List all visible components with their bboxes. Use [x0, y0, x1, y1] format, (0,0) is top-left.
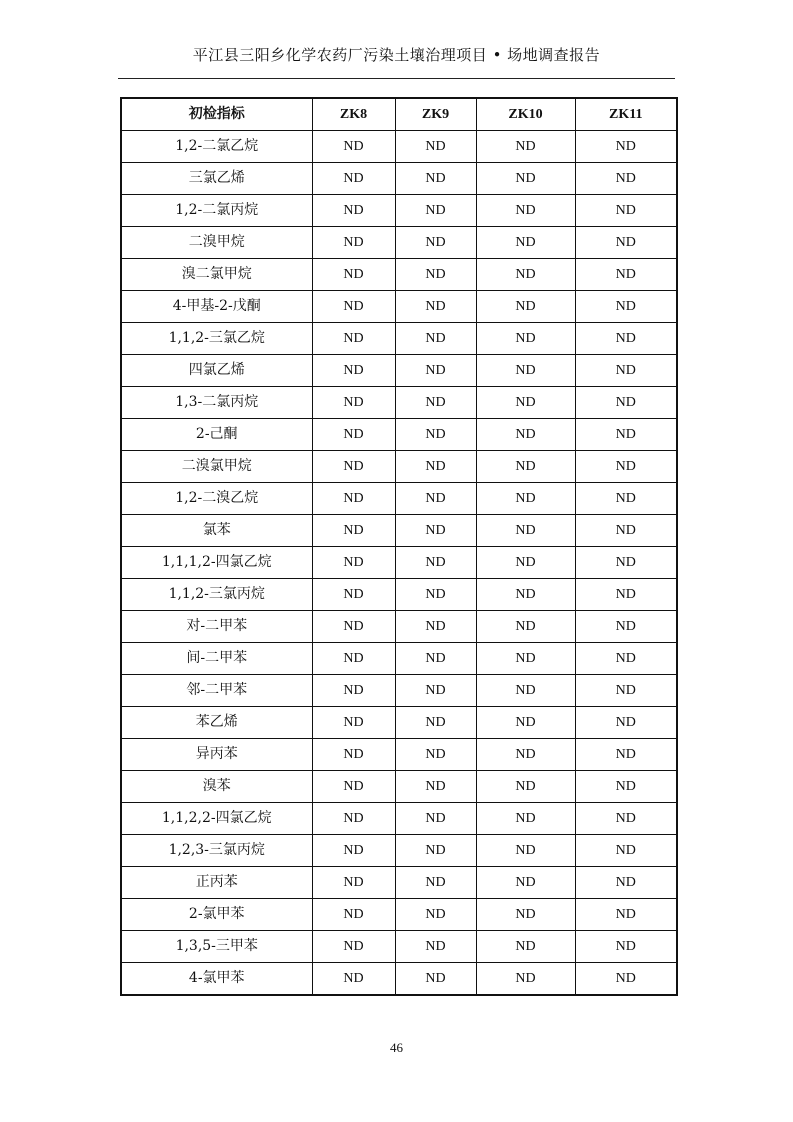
result-cell: ND	[575, 739, 677, 771]
indicator-name-cell: 4-甲基-2-戊酮	[121, 291, 312, 323]
result-cell: ND	[395, 131, 476, 163]
result-cell: ND	[476, 803, 575, 835]
indicator-name-cell: 1,1,1,2-四氯乙烷	[121, 547, 312, 579]
result-cell: ND	[476, 259, 575, 291]
result-cell: ND	[476, 387, 575, 419]
result-cell: ND	[395, 355, 476, 387]
indicator-name-cell: 溴苯	[121, 771, 312, 803]
result-cell: ND	[575, 707, 677, 739]
result-cell: ND	[575, 643, 677, 675]
table-row	[121, 451, 677, 483]
result-cell: ND	[575, 931, 677, 963]
table-row	[121, 899, 677, 931]
result-cell: ND	[395, 483, 476, 515]
result-cell: ND	[312, 419, 395, 451]
result-cell: ND	[476, 739, 575, 771]
result-cell: ND	[312, 195, 395, 227]
table-row	[121, 931, 677, 963]
indicator-name-cell: 邻-二甲苯	[121, 675, 312, 707]
result-cell: ND	[312, 643, 395, 675]
result-cell: ND	[575, 803, 677, 835]
indicator-name-cell: 4-氯甲苯	[121, 963, 312, 996]
result-cell: ND	[476, 355, 575, 387]
result-cell: ND	[312, 707, 395, 739]
header-rule	[118, 78, 675, 79]
result-cell: ND	[395, 515, 476, 547]
table-row	[121, 515, 677, 547]
result-cell: ND	[575, 323, 677, 355]
indicator-name-cell: 1,2-二溴乙烷	[121, 483, 312, 515]
result-cell: ND	[476, 899, 575, 931]
indicator-name-cell: 1,3,5-三甲苯	[121, 931, 312, 963]
result-cell: ND	[476, 931, 575, 963]
result-cell: ND	[312, 867, 395, 899]
table-row	[121, 323, 677, 355]
result-cell: ND	[395, 579, 476, 611]
table-row	[121, 547, 677, 579]
result-cell: ND	[476, 291, 575, 323]
table-row	[121, 291, 677, 323]
document-header: 平江县三阳乡化学农药厂污染土壤治理项目 • 场地调查报告	[192, 46, 601, 64]
result-cell: ND	[312, 291, 395, 323]
indicator-name-cell: 1,2,3-三氯丙烷	[121, 835, 312, 867]
indicator-name-cell: 1,2-二氯乙烷	[121, 131, 312, 163]
indicator-name-cell: 异丙苯	[121, 739, 312, 771]
result-cell: ND	[575, 451, 677, 483]
result-cell: ND	[476, 867, 575, 899]
result-cell: ND	[395, 227, 476, 259]
result-cell: ND	[395, 867, 476, 899]
result-cell: ND	[395, 931, 476, 963]
result-cell: ND	[575, 387, 677, 419]
result-cell: ND	[476, 163, 575, 195]
result-cell: ND	[312, 579, 395, 611]
result-cell: ND	[575, 163, 677, 195]
result-cell: ND	[575, 483, 677, 515]
indicator-name-cell: 1,1,2-三氯丙烷	[121, 579, 312, 611]
result-cell: ND	[476, 131, 575, 163]
result-cell: ND	[575, 547, 677, 579]
table-header-row	[121, 98, 677, 131]
result-cell: ND	[476, 195, 575, 227]
result-cell: ND	[395, 163, 476, 195]
table-row	[121, 163, 677, 195]
table-row	[121, 707, 677, 739]
table-row	[121, 355, 677, 387]
column-header-zk11: ZK11	[575, 98, 677, 131]
result-cell: ND	[476, 643, 575, 675]
table-row	[121, 675, 677, 707]
result-cell: ND	[312, 259, 395, 291]
result-cell: ND	[575, 899, 677, 931]
table-row	[121, 227, 677, 259]
indicator-name-cell: 正丙苯	[121, 867, 312, 899]
result-cell: ND	[575, 291, 677, 323]
result-cell: ND	[312, 451, 395, 483]
indicator-name-cell: 2-己酮	[121, 419, 312, 451]
result-cell: ND	[575, 611, 677, 643]
result-cell: ND	[476, 451, 575, 483]
result-cell: ND	[476, 547, 575, 579]
result-cell: ND	[312, 899, 395, 931]
table-row	[121, 611, 677, 643]
indicator-name-cell: 2-氯甲苯	[121, 899, 312, 931]
result-cell: ND	[476, 835, 575, 867]
indicator-name-cell: 四氯乙烯	[121, 355, 312, 387]
result-cell: ND	[312, 611, 395, 643]
result-cell: ND	[312, 323, 395, 355]
result-cell: ND	[312, 131, 395, 163]
result-cell: ND	[395, 259, 476, 291]
indicator-name-cell: 1,3-二氯丙烷	[121, 387, 312, 419]
table-row	[121, 643, 677, 675]
result-cell: ND	[395, 899, 476, 931]
result-cell: ND	[575, 867, 677, 899]
result-cell: ND	[312, 739, 395, 771]
table-row	[121, 387, 677, 419]
result-cell: ND	[312, 963, 395, 996]
result-cell: ND	[312, 835, 395, 867]
result-cell: ND	[395, 803, 476, 835]
result-cell: ND	[312, 163, 395, 195]
table-row	[121, 419, 677, 451]
result-cell: ND	[312, 771, 395, 803]
result-cell: ND	[476, 963, 575, 996]
result-cell: ND	[312, 931, 395, 963]
indicator-name-cell: 二溴甲烷	[121, 227, 312, 259]
indicator-name-cell: 三氯乙烯	[121, 163, 312, 195]
result-cell: ND	[476, 323, 575, 355]
indicator-name-cell: 间-二甲苯	[121, 643, 312, 675]
result-cell: ND	[476, 515, 575, 547]
result-cell: ND	[476, 611, 575, 643]
result-cell: ND	[395, 387, 476, 419]
indicator-name-cell: 二溴氯甲烷	[121, 451, 312, 483]
result-cell: ND	[395, 547, 476, 579]
result-cell: ND	[575, 771, 677, 803]
table-row	[121, 867, 677, 899]
table-row	[121, 835, 677, 867]
result-cell: ND	[476, 771, 575, 803]
result-cell: ND	[476, 707, 575, 739]
table-row	[121, 259, 677, 291]
detection-table	[120, 97, 678, 996]
result-cell: ND	[395, 835, 476, 867]
result-cell: ND	[312, 483, 395, 515]
result-cell: ND	[476, 483, 575, 515]
indicator-name-cell: 氯苯	[121, 515, 312, 547]
result-cell: ND	[575, 227, 677, 259]
result-cell: ND	[395, 451, 476, 483]
result-cell: ND	[395, 675, 476, 707]
result-cell: ND	[575, 355, 677, 387]
indicator-name-cell: 对-二甲苯	[121, 611, 312, 643]
indicator-name-cell: 溴二氯甲烷	[121, 259, 312, 291]
result-cell: ND	[312, 547, 395, 579]
column-header-zk8: ZK8	[312, 98, 395, 131]
result-cell: ND	[575, 579, 677, 611]
table-row	[121, 131, 677, 163]
result-cell: ND	[395, 739, 476, 771]
result-cell: ND	[575, 131, 677, 163]
result-cell: ND	[575, 835, 677, 867]
table-row	[121, 803, 677, 835]
result-cell: ND	[395, 643, 476, 675]
column-header-indicator: 初检指标	[121, 98, 312, 131]
table-row	[121, 739, 677, 771]
indicator-name-cell: 苯乙烯	[121, 707, 312, 739]
result-cell: ND	[395, 707, 476, 739]
indicator-name-cell: 1,1,2,2-四氯乙烷	[121, 803, 312, 835]
result-cell: ND	[575, 259, 677, 291]
result-cell: ND	[395, 611, 476, 643]
table-row	[121, 771, 677, 803]
table-row	[121, 483, 677, 515]
result-cell: ND	[312, 515, 395, 547]
table-row	[121, 963, 677, 996]
result-cell: ND	[575, 195, 677, 227]
result-cell: ND	[312, 227, 395, 259]
result-cell: ND	[575, 515, 677, 547]
page-number: 46	[390, 1040, 403, 1055]
column-header-zk10: ZK10	[476, 98, 575, 131]
column-header-zk9: ZK9	[395, 98, 476, 131]
result-cell: ND	[395, 195, 476, 227]
table-row	[121, 579, 677, 611]
table-row	[121, 195, 677, 227]
result-cell: ND	[312, 355, 395, 387]
result-cell: ND	[575, 419, 677, 451]
result-cell: ND	[476, 675, 575, 707]
result-cell: ND	[476, 579, 575, 611]
result-cell: ND	[395, 323, 476, 355]
result-cell: ND	[312, 675, 395, 707]
result-cell: ND	[312, 803, 395, 835]
result-cell: ND	[476, 419, 575, 451]
indicator-name-cell: 1,1,2-三氯乙烷	[121, 323, 312, 355]
result-cell: ND	[395, 771, 476, 803]
result-cell: ND	[395, 291, 476, 323]
result-cell: ND	[312, 387, 395, 419]
result-cell: ND	[395, 419, 476, 451]
indicator-name-cell: 1,2-二氯丙烷	[121, 195, 312, 227]
result-cell: ND	[476, 227, 575, 259]
result-cell: ND	[575, 675, 677, 707]
result-cell: ND	[575, 963, 677, 996]
result-cell: ND	[395, 963, 476, 996]
